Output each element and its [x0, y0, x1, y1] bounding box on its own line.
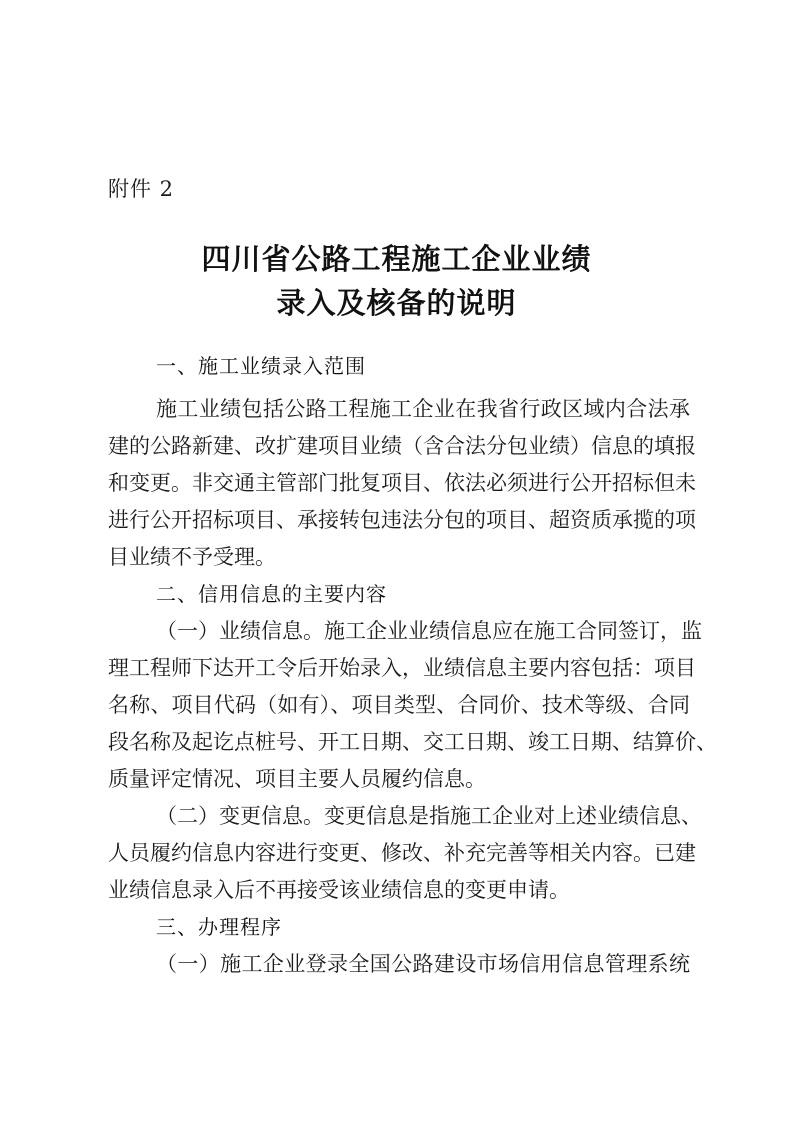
paragraph-line: 理工程师下达开工令后开始录入，业绩信息主要内容包括：项目 [108, 656, 696, 680]
section-2-heading: 二、信用信息的主要内容 [156, 582, 387, 606]
paragraph-line: （一）施工企业登录全国公路建设市场信用信息管理系统 [156, 952, 690, 976]
paragraph-line: 和变更。非交通主管部门批复项目、依法必须进行公开招标但未 [108, 471, 696, 495]
paragraph-line: 建的公路新建、改扩建项目业绩（含合法分包业绩）信息的填报 [108, 434, 696, 458]
section-1-heading: 一、施工业绩录入范围 [156, 354, 366, 378]
paragraph-line: 名称、项目代码（如有）、项目类型、合同价、技术等级、合同 [108, 693, 690, 717]
paragraph-line: 业绩信息录入后不再接受该业绩信息的变更申请。 [108, 878, 570, 902]
paragraph-line: 目业绩不予受理。 [108, 545, 276, 569]
paragraph-line: （二）变更信息。变更信息是指施工企业对上述业绩信息、 [156, 804, 702, 828]
paragraph-line: 进行公开招标项目、承接转包违法分包的项目、超资质承揽的项 [108, 508, 696, 532]
section-3-heading: 三、办理程序 [156, 915, 282, 939]
paragraph-line: 质量评定情况、项目主要人员履约信息。 [108, 767, 486, 791]
attachment-label: 附件 2 [108, 177, 175, 201]
document-title-line-2: 录入及核备的说明 [276, 286, 517, 320]
paragraph-line: （一）业绩信息。施工企业业绩信息应在施工合同签订，监 [156, 619, 702, 643]
paragraph-line: 人员履约信息内容进行变更、修改、补充完善等相关内容。已建 [108, 841, 696, 865]
document-title-line-1: 四川省公路工程施工企业业绩 [201, 242, 592, 276]
paragraph-line: 施工业绩包括公路工程施工企业在我省行政区域内合法承 [156, 397, 690, 421]
paragraph-line: 段名称及起讫点桩号、开工日期、交工日期、竣工日期、结算价、 [108, 730, 717, 754]
